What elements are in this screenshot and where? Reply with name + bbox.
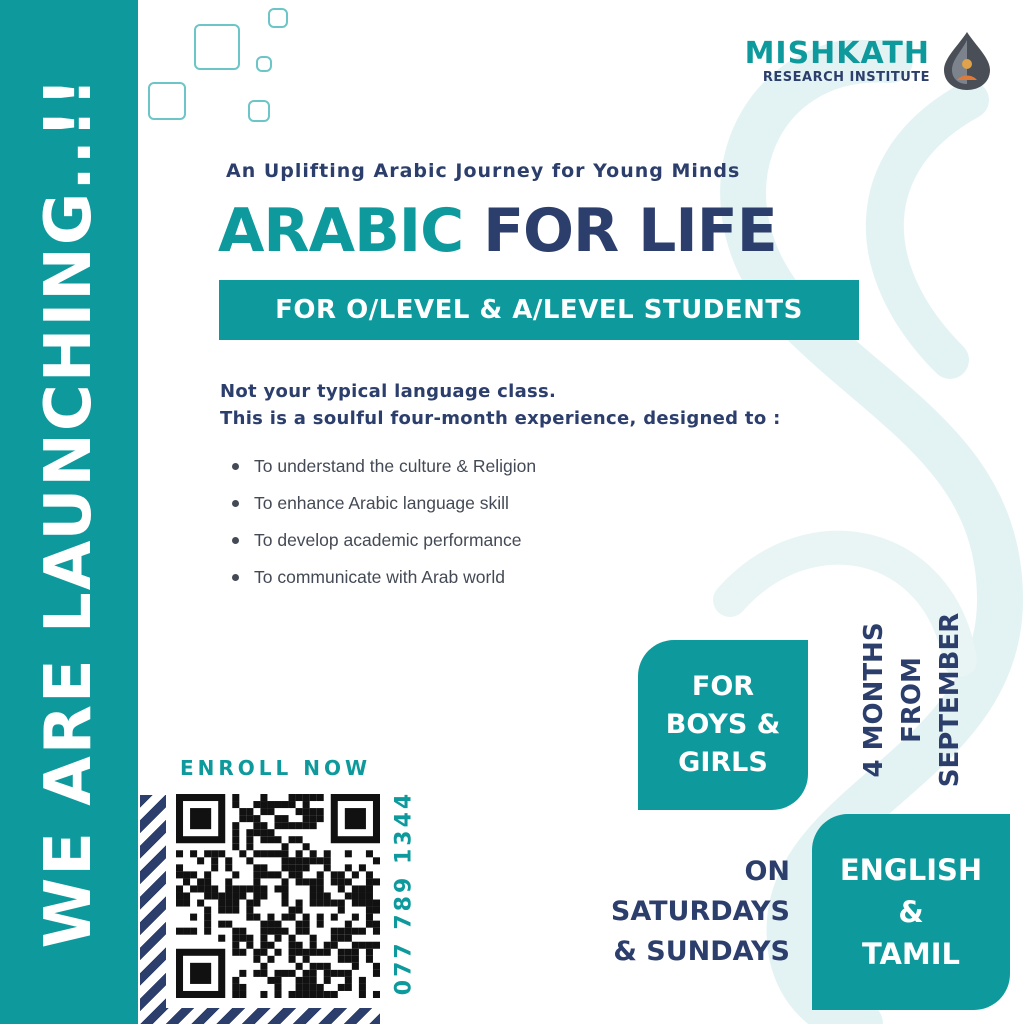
qr-code[interactable] (166, 784, 390, 1008)
list-item (230, 526, 536, 563)
bullet-icon (232, 500, 239, 507)
list-item (230, 563, 536, 600)
decor-square (194, 24, 240, 70)
gender-text: FOR BOYS & GIRLS (665, 671, 781, 778)
tagline: An Uplifting Arabic Journey for Young Minds (226, 160, 741, 182)
schedule-line: & SUNDAYS (613, 936, 790, 967)
main-title (218, 196, 777, 266)
goals-list (230, 452, 536, 600)
bullet-icon (232, 537, 239, 544)
launch-heading: WE ARE LAUNCHING..!! (32, 75, 106, 949)
language-text: ENGLISH & TAMIL (839, 853, 983, 971)
decor-square (256, 56, 272, 72)
duration-line: SEPTEMBER (935, 612, 965, 788)
logo-text (744, 35, 930, 85)
side-banner (0, 0, 138, 1024)
institute-logo (745, 30, 994, 92)
duration-line: FROM (897, 657, 927, 743)
gender-tile (638, 640, 808, 810)
bullet-icon (232, 463, 239, 470)
list-item (230, 452, 536, 489)
decor-square (148, 82, 186, 120)
intro-line: This is a soulful four-month experience, designed to : (220, 408, 781, 429)
logo-subtitle: RESEARCH INSTITUTE (762, 69, 930, 85)
intro-text (220, 378, 781, 432)
title-arabic: ARABIC (218, 196, 464, 266)
title-for-life: FOR LIFE (483, 196, 777, 266)
audience-banner: FOR O/LEVEL & A/LEVEL STUDENTS (219, 280, 859, 340)
duration-line: 4 MONTHS (859, 622, 889, 778)
decor-square (248, 100, 270, 122)
phone-number[interactable]: 077 789 1344 (391, 790, 417, 996)
goal-text: To enhance Arabic language skill (254, 493, 509, 513)
goal-text: To develop academic performance (254, 530, 522, 550)
intro-line: Not your typical language class. (220, 381, 557, 402)
schedule-text (611, 852, 790, 972)
goal-text: To communicate with Arab world (254, 567, 505, 587)
bullet-icon (232, 574, 239, 581)
logo-name: MISHKATH (744, 35, 930, 71)
lamp-drop-icon (940, 30, 994, 92)
language-tile (812, 814, 1010, 1010)
duration-text (855, 613, 969, 788)
schedule-line: SATURDAYS (610, 896, 790, 927)
goal-text: To understand the culture & Religion (254, 456, 537, 476)
qr-code-icon[interactable] (176, 794, 380, 998)
enroll-label: ENROLL NOW (180, 756, 372, 780)
list-item (230, 489, 536, 526)
schedule-line: ON (744, 856, 790, 887)
decor-square (268, 8, 288, 28)
